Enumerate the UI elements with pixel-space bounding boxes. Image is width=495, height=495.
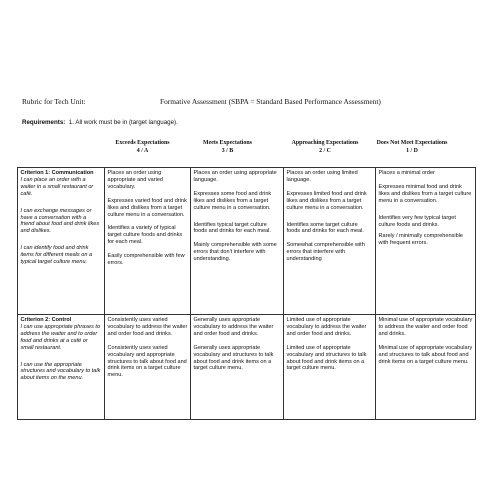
- column-headers: [0, 140, 495, 166]
- cell-text: Expresses limited food and drink likes and dislikes from a target culture menu in a conversation.: [286, 190, 367, 211]
- cell-text: Consistently uses varied vocabulary and appropriate structures to talk about food and drink items on a target culture menu.: [107, 344, 187, 379]
- cell-text: Limited use of appropriate vocabulary and structures to talk about food and drink items on a target culture menu.: [286, 344, 367, 372]
- requirements-text: 1. All work must be in (target language).: [68, 119, 178, 126]
- column-grade: 1 / D: [406, 147, 418, 154]
- column-header-does-not-meet: [362, 140, 462, 155]
- rubric-cell-meets: [191, 168, 284, 315]
- cell-text: Places an order using appropriate language.: [193, 170, 277, 183]
- cell-text: Generally uses appropriate vocabulary and structures to talk about food and drink items on a target culture menu.: [193, 344, 274, 372]
- rubric-title: Rubric for Tech Unit:: [22, 97, 86, 106]
- cell-text: Limited use of appropriate vocabulary to address the waiter and order food and drinks.: [286, 317, 367, 337]
- cell-text: Mainly comprehensible with some errors that don't interfere with understanding.: [193, 242, 277, 263]
- can-do-statement: I can place an order with a waiter in a small restaurant or café.: [20, 176, 94, 197]
- column-grade: 3 / B: [221, 147, 234, 154]
- can-do-statement: I can exchange messages or have a conversation with a friend about food and drink likes and dislikes.: [20, 207, 100, 235]
- column-title: Approaching Expectations: [291, 140, 359, 146]
- cell-text: Rarely / minimally comprehensible with frequent errors.: [378, 233, 463, 247]
- criterion-cell: [18, 315, 105, 420]
- cell-text: Places an order using limited language.: [286, 170, 358, 183]
- rubric-cell-does-not-meet: [376, 315, 476, 420]
- cell-text: Expresses minimal food and drink likes and dislikes from a target culture menu in a conversation.: [378, 183, 472, 204]
- cell-text: Identifies a variety of typical target culture foods and drinks for each meal.: [107, 225, 183, 246]
- column-header-approaching: [275, 140, 375, 155]
- cell-text: Consistently uses varied vocabulary to address the waiter and order food and drinks.: [107, 317, 188, 337]
- column-title: Meets Expectations: [203, 140, 252, 146]
- table-row-communication: [18, 168, 476, 315]
- rubric-cell-exceeds: [105, 315, 191, 420]
- rubric-cell-exceeds: [105, 168, 191, 315]
- cell-text: Identifies some target culture foods and drinks for each meal.: [286, 221, 364, 235]
- cell-text: Identifies very few typical target culture foods and drinks.: [378, 214, 456, 228]
- cell-text: Minimal use of appropriate vocabulary and structures to talk about food and drink items on a target culture menu.: [378, 344, 473, 365]
- can-do-statement: I can use the appropriate structures and vocabulary to talk about items on the menu.: [20, 361, 101, 382]
- cell-text: Somewhat comprehensible with errors that interfere with understanding: [286, 242, 365, 263]
- can-do-statement: I can use appropriate phrases to address the waiter and to order food and drinks at a café or small restaurant.: [20, 323, 101, 351]
- cell-text: Places an order using appropriate and varied vocabulary.: [107, 170, 164, 190]
- column-title: Exceeds Expectations: [115, 140, 170, 146]
- column-grade: 4 / A: [136, 147, 149, 154]
- rubric-cell-approaching: [284, 315, 376, 420]
- rubric-cell-does-not-meet: [376, 168, 476, 315]
- cell-text: Expresses varied food and drink likes and dislikes from a target culture menu in a conversation.: [107, 197, 187, 218]
- cell-text: Minimal use of appropriate vocabulary to address the waiter and order food and drinks.: [378, 317, 473, 337]
- column-header-meets: [180, 140, 275, 155]
- criterion-title: Criterion 1: Communication: [20, 170, 94, 176]
- cell-text: Generally uses appropriate vocabulary to address the waiter and order food and drinks.: [193, 317, 274, 337]
- rubric-cell-meets: [191, 315, 284, 420]
- rubric-table: [17, 167, 476, 420]
- column-header-exceeds: [100, 140, 185, 155]
- cell-text: Identifies typical target culture foods and drinks for each meal.: [193, 221, 271, 235]
- cell-text: Expresses some food and drink likes and dislikes from a target culture menu in a conversation.: [193, 190, 272, 211]
- can-do-statement: I can identify food and drink items for different meals on a typical target culture menu.: [20, 245, 93, 266]
- rubric-cell-approaching: [284, 168, 376, 315]
- cell-text: Easily comprehensible with few errors.: [107, 253, 185, 267]
- column-title: Does Not Meet Expectations: [376, 140, 448, 146]
- requirements-line: [22, 119, 178, 126]
- requirements-label: Requirements:: [22, 119, 66, 126]
- column-grade: 2 / C: [319, 147, 331, 154]
- cell-text: Places a minimal order: [378, 170, 435, 176]
- table-row-control: [18, 315, 476, 420]
- assessment-title: Formative Assessment (SBPA = Standard Based Performance Assessment): [160, 97, 381, 106]
- criterion-title: Criterion 2: Control: [20, 317, 72, 323]
- criterion-cell: [18, 168, 105, 315]
